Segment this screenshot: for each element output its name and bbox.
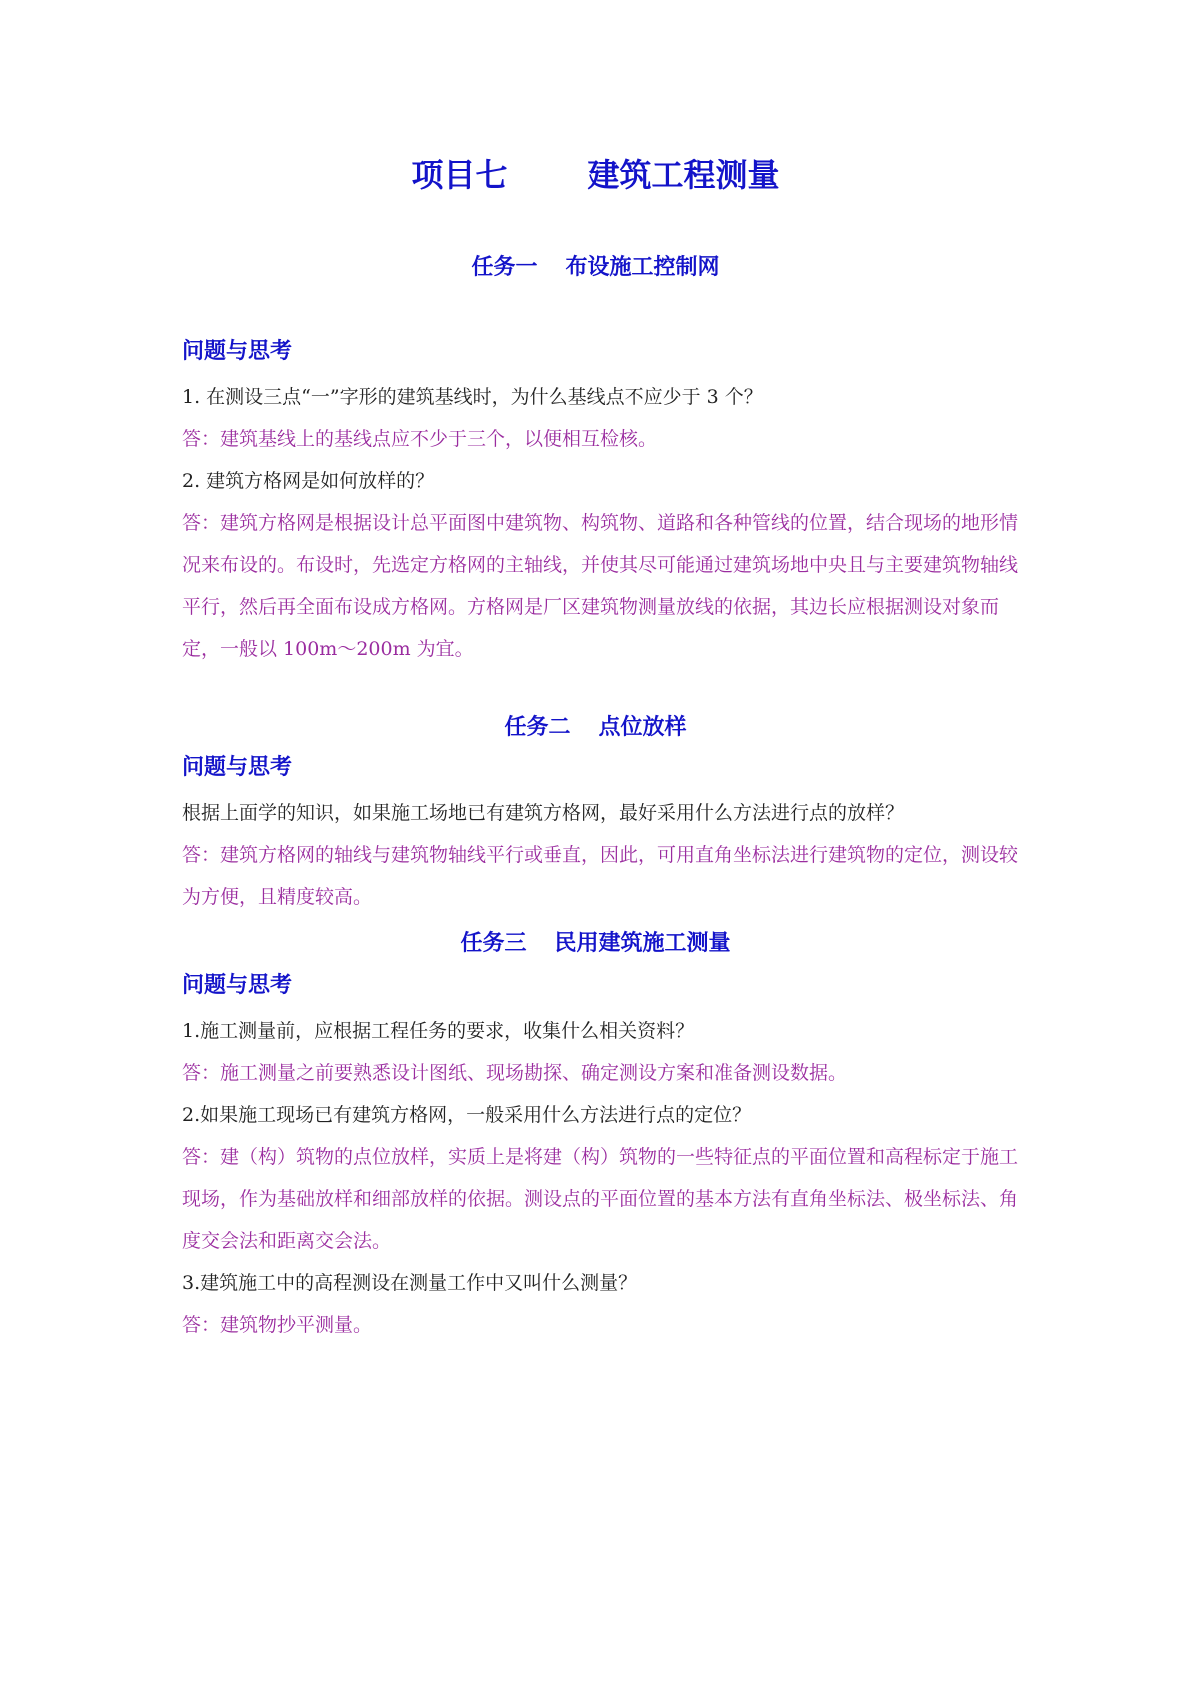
title-part1: 项目七	[411, 156, 508, 194]
task3-answer-1: 答：施工测量之前要熟悉设计图纸、现场勘探、确定测设方案和准备测设数据。	[182, 1062, 848, 1084]
title-part2: 建筑工程测量	[587, 156, 780, 194]
task1-answer-1: 答：建筑基线上的基线点应不少于三个，以便相互检核。	[182, 428, 658, 450]
task2-answer-1: 答：建筑方格网的轴线与建筑物轴线平行或垂直，因此，可用直角坐标法进行建筑物的定位，测设较为方便，且精度较高。	[182, 844, 1019, 908]
task2-name: 点位放样	[598, 715, 687, 740]
task1-answer-2: 答：建筑方格网是根据设计总平面图中建筑物、构筑物、道路和各种管线的位置，结合现场的地形情况来布设的。布设时，先选定方格网的主轴线，并使其尽可能通过建筑场地中央且与主要建筑物轴线平行，然后再全面布设成方格网。方格网是厂区建筑物测量放线的依据，其边长应根据测设对象而定，一般以 100m～200m 为宜。	[182, 512, 1019, 660]
task3-number: 任务三	[460, 931, 527, 956]
task2-heading	[0, 710, 1191, 741]
task3-section-heading: 问题与思考	[182, 973, 293, 998]
task1-question-1: 1. 在测设三点“一”字形的建筑基线时，为什么基线点不应少于 3 个？	[182, 386, 763, 408]
task3-name: 民用建筑施工测量	[554, 931, 731, 956]
task1-number: 任务一	[471, 255, 538, 280]
document-title	[0, 150, 1191, 196]
task3-question-2: 2.如果施工现场已有建筑方格网，一般采用什么方法进行点的定位？	[182, 1104, 752, 1126]
task1-heading	[0, 250, 1191, 281]
task3-answer-2: 答：建（构）筑物的点位放样，实质上是将建（构）筑物的一些特征点的平面位置和高程标定于施工现场，作为基础放样和细部放样的依据。测设点的平面位置的基本方法有直角坐标法、极坐标法、角度交会法和距离交会法。	[182, 1146, 1019, 1252]
task1-section-heading: 问题与思考	[182, 339, 293, 364]
task2-question-1: 根据上面学的知识，如果施工场地已有建筑方格网，最好采用什么方法进行点的放样？	[182, 802, 905, 824]
task3-answer-3: 答：建筑物抄平测量。	[182, 1314, 373, 1336]
task1-name: 布设施工控制网	[565, 255, 720, 280]
task1-question-2: 2. 建筑方格网是如何放样的？	[182, 470, 435, 492]
task2-section-heading: 问题与思考	[182, 755, 293, 780]
task3-heading	[0, 926, 1191, 957]
task3-question-1: 1.施工测量前，应根据工程任务的要求，收集什么相关资料？	[182, 1020, 695, 1042]
task2-number: 任务二	[504, 715, 571, 740]
task3-question-3: 3.建筑施工中的高程测设在测量工作中又叫什么测量？	[182, 1272, 638, 1294]
